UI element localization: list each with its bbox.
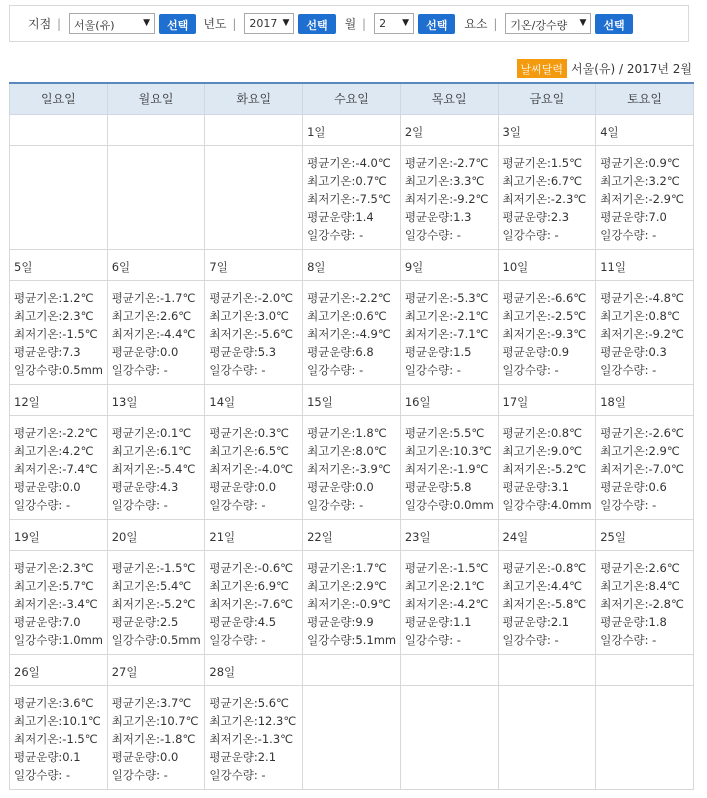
day-weather-cell [596, 415, 694, 519]
weather-stat-line: 평균운량:0.9 [502, 344, 570, 359]
day-number-cell: 25일 [596, 519, 694, 550]
empty-weather-cell [10, 145, 108, 249]
day-weather-cell [205, 415, 303, 519]
weather-stat-line: 최고기온:9.0℃ [502, 443, 583, 458]
day-weather-cell [596, 280, 694, 384]
weather-stat-line: 평균운량:0.0 [111, 749, 179, 764]
day-number-cell: 9일 [400, 249, 498, 280]
date-row [10, 519, 694, 550]
weather-stat-line: 평균기온:-2.0℃ [209, 290, 294, 305]
weather-stat-line: 평균기온:0.1℃ [111, 425, 192, 440]
weather-stat-line: 평균운량:0.6 [600, 479, 667, 494]
weather-stat-line: 최저기온:-3.9℃ [307, 461, 391, 476]
empty-day-cell [400, 654, 498, 685]
chevron-down-icon: ▼ [579, 18, 587, 28]
weather-stat-line: 일강수량: - [600, 227, 657, 242]
day-weather-cell [400, 280, 498, 384]
empty-weather-cell [303, 685, 401, 789]
day-number-cell: 1일 [303, 114, 401, 145]
weather-stat-line: 평균운량:5.8 [404, 479, 472, 494]
calendar-body [10, 114, 694, 789]
station-select-value: 서울(유) [74, 19, 115, 32]
weather-stat-line: 최고기온:0.8℃ [600, 308, 680, 323]
weather-stat-line: 일강수량: - [502, 362, 559, 377]
day-number-cell: 23일 [400, 519, 498, 550]
weather-stat-line: 최저기온:-7.5℃ [307, 191, 391, 206]
day-weather-cell [205, 550, 303, 654]
month-select[interactable] [374, 13, 414, 34]
weather-stat-line: 평균운량:9.9 [307, 614, 374, 629]
weather-stat-line: 최저기온:-2.9℃ [600, 191, 684, 206]
element-select[interactable] [505, 13, 591, 34]
weather-stat-line: 최고기온:-2.1℃ [404, 308, 489, 323]
weather-stat-line: 최고기온:8.0℃ [307, 443, 387, 458]
empty-day-cell [107, 114, 205, 145]
day-number-cell: 4일 [596, 114, 694, 145]
weather-stat-line: 일강수량: - [404, 632, 461, 647]
weather-stat-line: 일강수량: - [600, 362, 657, 377]
date-row [10, 654, 694, 685]
day-number-cell: 22일 [303, 519, 401, 550]
day-weather-cell [107, 280, 205, 384]
weather-stat-line: 일강수량:4.0mm [502, 497, 592, 512]
weather-stat-line: 평균기온:1.7℃ [307, 560, 387, 575]
weather-stat-line: 일강수량: - [209, 767, 266, 782]
day-weather-cell [205, 685, 303, 789]
weather-stat-line: 평균기온:5.5℃ [404, 425, 485, 440]
day-number-cell: 18일 [596, 384, 694, 415]
year-select-value: 2017 [249, 17, 278, 30]
day-weather-cell [107, 415, 205, 519]
day-number-cell: 19일 [10, 519, 108, 550]
weather-stat-line: 평균운량:1.3 [404, 209, 472, 224]
weather-stat-line: 일강수량:1.0mm [14, 632, 104, 647]
weather-stat-line: 최고기온:2.9℃ [600, 443, 680, 458]
weather-stat-line: 최저기온:-5.4℃ [111, 461, 196, 476]
calendar-caption-text: 서울(유) / 2017년 2월 [571, 61, 692, 76]
day-number-cell: 7일 [205, 249, 303, 280]
weather-stat-line: 최고기온:12.3℃ [209, 713, 297, 728]
weather-stat-line: 평균기온:2.3℃ [14, 560, 94, 575]
weather-stat-line: 평균운량:0.0 [209, 479, 277, 494]
weather-stat-line: 최저기온:-2.3℃ [502, 191, 587, 206]
weather-stat-line: 최고기온:6.5℃ [209, 443, 289, 458]
weather-stat-line: 평균운량:0.0 [14, 479, 81, 494]
weather-stat-line: 평균운량:3.1 [502, 479, 570, 494]
weather-stat-line: 평균기온:-4.8℃ [600, 290, 684, 305]
empty-day-cell [303, 654, 401, 685]
weather-stat-line: 평균기온:1.2℃ [14, 290, 94, 305]
day-weather-cell [205, 280, 303, 384]
weather-stat-line: 평균운량:2.1 [209, 749, 277, 764]
weather-stat-line: 최고기온:4.2℃ [14, 443, 94, 458]
weekday-header: 화요일 [205, 83, 303, 114]
day-weather-cell [498, 280, 596, 384]
weather-stat-line: 최저기온:-9.2℃ [404, 191, 489, 206]
weather-info-row [10, 415, 694, 519]
weather-stat-line: 일강수량: - [209, 497, 266, 512]
weather-stat-line: 평균운량:1.8 [600, 614, 667, 629]
day-number-cell: 28일 [205, 654, 303, 685]
weather-stat-line: 평균운량:1.4 [307, 209, 374, 224]
weather-calendar-table [9, 82, 694, 790]
chevron-down-icon: ▼ [143, 18, 151, 28]
weather-stat-line: 최저기온:-5.2℃ [111, 596, 196, 611]
weather-stat-line: 최고기온:6.1℃ [111, 443, 192, 458]
weather-stat-line: 최고기온:8.4℃ [600, 578, 680, 593]
weather-stat-line: 최고기온:2.1℃ [404, 578, 485, 593]
weather-stat-line: 최저기온:-1.3℃ [209, 731, 294, 746]
weather-stat-line: 일강수량:0.0mm [404, 497, 494, 512]
day-number-cell: 3일 [498, 114, 596, 145]
weather-stat-line: 최저기온:-1.8℃ [111, 731, 196, 746]
chevron-down-icon: ▼ [282, 18, 290, 28]
weekday-header: 일요일 [10, 83, 108, 114]
weather-stat-line: 최고기온:10.3℃ [404, 443, 492, 458]
weekday-header: 목요일 [400, 83, 498, 114]
day-number-cell: 17일 [498, 384, 596, 415]
day-number-cell: 13일 [107, 384, 205, 415]
day-number-cell: 2일 [400, 114, 498, 145]
weather-stat-line: 일강수량:5.1mm [307, 632, 397, 647]
day-weather-cell [107, 685, 205, 789]
weather-stat-line: 평균운량:0.0 [111, 344, 179, 359]
weather-stat-line: 평균기온:0.3℃ [209, 425, 289, 440]
day-number-cell: 26일 [10, 654, 108, 685]
weather-stat-line: 일강수량: - [209, 362, 266, 377]
weekday-header: 수요일 [303, 83, 401, 114]
element-select-button[interactable]: 선택 [595, 14, 632, 34]
weather-stat-line: 일강수량: - [307, 362, 364, 377]
weekday-header-row [10, 83, 694, 114]
weather-stat-line: 일강수량: - [14, 767, 71, 782]
weather-stat-line: 평균기온:5.6℃ [209, 695, 289, 710]
weather-stat-line: 일강수량: - [502, 227, 559, 242]
weather-stat-line: 평균기온:-2.6℃ [600, 425, 684, 440]
weather-stat-line: 최저기온:-9.2℃ [600, 326, 684, 341]
date-row [10, 114, 694, 145]
weather-stat-line: 평균기온:3.7℃ [111, 695, 192, 710]
weather-stat-line: 평균기온:3.6℃ [14, 695, 94, 710]
weather-stat-line: 최저기온:-4.9℃ [307, 326, 391, 341]
weather-stat-line: 평균기온:-2.7℃ [404, 155, 489, 170]
station-label: 지점 | [28, 17, 62, 31]
day-weather-cell [498, 415, 596, 519]
weather-stat-line: 최저기온:-4.0℃ [209, 461, 294, 476]
weather-stat-line: 최고기온:3.3℃ [404, 173, 485, 188]
weather-stat-line: 일강수량:0.5mm [14, 362, 104, 377]
station-select-button[interactable]: 선택 [159, 14, 196, 34]
weather-stat-line: 평균운량:1.1 [404, 614, 472, 629]
calendar-caption [517, 59, 693, 77]
weather-stat-line: 일강수량: - [600, 497, 657, 512]
day-number-cell: 16일 [400, 384, 498, 415]
weather-stat-line: 일강수량: - [209, 632, 266, 647]
empty-weather-cell [400, 685, 498, 789]
day-number-cell: 20일 [107, 519, 205, 550]
empty-weather-cell [596, 685, 694, 789]
weekday-header: 토요일 [596, 83, 694, 114]
weather-stat-line: 최고기온:4.4℃ [502, 578, 583, 593]
day-weather-cell [303, 415, 401, 519]
day-weather-cell [596, 145, 694, 249]
weather-stat-line: 최고기온:6.9℃ [209, 578, 289, 593]
station-select[interactable] [69, 13, 155, 34]
day-number-cell: 6일 [107, 249, 205, 280]
weather-stat-line: 최고기온:10.1℃ [14, 713, 101, 728]
weather-stat-line: 최저기온:-7.1℃ [404, 326, 489, 341]
weather-stat-line: 평균기온:1.8℃ [307, 425, 387, 440]
weather-stat-line: 최저기온:-7.6℃ [209, 596, 294, 611]
day-number-cell: 10일 [498, 249, 596, 280]
weather-stat-line: 평균운량:2.3 [502, 209, 570, 224]
day-weather-cell [10, 550, 108, 654]
empty-day-cell [10, 114, 108, 145]
element-label: 요소 | [464, 17, 498, 31]
weather-stat-line: 평균운량:7.3 [14, 344, 81, 359]
weather-stat-line: 평균운량:2.1 [502, 614, 570, 629]
weather-stat-line: 평균운량:0.0 [307, 479, 374, 494]
weather-info-row [10, 550, 694, 654]
element-select-value: 기온/강수량 [510, 19, 568, 32]
weather-stat-line: 최고기온:0.7℃ [307, 173, 387, 188]
weather-stat-line: 일강수량: - [307, 497, 364, 512]
empty-weather-cell [107, 145, 205, 249]
weather-stat-line: 평균기온:-5.3℃ [404, 290, 489, 305]
date-row [10, 249, 694, 280]
day-number-cell: 5일 [10, 249, 108, 280]
weather-stat-line: 평균운량:4.5 [209, 614, 277, 629]
empty-day-cell [498, 654, 596, 685]
filter-bar [9, 5, 689, 42]
day-weather-cell [10, 685, 108, 789]
weather-stat-line: 최저기온:-5.8℃ [502, 596, 587, 611]
weather-info-row [10, 145, 694, 249]
weather-stat-line: 최저기온:-3.4℃ [14, 596, 98, 611]
weather-stat-line: 최고기온:-2.5℃ [502, 308, 587, 323]
weather-stat-line: 평균기온:1.5℃ [502, 155, 583, 170]
weather-stat-line: 평균운량:7.0 [14, 614, 81, 629]
weather-stat-line: 최저기온:-5.2℃ [502, 461, 587, 476]
day-number-cell: 27일 [107, 654, 205, 685]
weather-stat-line: 최저기온:-1.5℃ [14, 326, 98, 341]
weather-stat-line: 평균기온:-1.5℃ [111, 560, 196, 575]
weather-stat-line: 최저기온:-9.3℃ [502, 326, 587, 341]
year-select[interactable] [244, 13, 294, 34]
empty-weather-cell [205, 145, 303, 249]
weather-stat-line: 일강수량: - [404, 362, 461, 377]
weather-stat-line: 일강수량: - [111, 362, 168, 377]
weather-stat-line: 최고기온:6.7℃ [502, 173, 583, 188]
weather-stat-line: 최고기온:2.9℃ [307, 578, 387, 593]
weather-stat-line: 최저기온:-1.5℃ [14, 731, 98, 746]
weather-calendar-badge: 날씨달력 [517, 59, 568, 78]
weather-stat-line: 평균기온:-1.5℃ [404, 560, 489, 575]
weather-stat-line: 최고기온:0.6℃ [307, 308, 387, 323]
weather-stat-line: 평균기온:-4.0℃ [307, 155, 391, 170]
day-number-cell: 11일 [596, 249, 694, 280]
day-weather-cell [400, 145, 498, 249]
weather-stat-line: 평균기온:-2.2℃ [307, 290, 391, 305]
empty-day-cell [596, 654, 694, 685]
weather-stat-line: 일강수량: - [404, 227, 461, 242]
weather-stat-line: 일강수량:0.5mm [111, 632, 201, 647]
weather-stat-line: 최저기온:-5.6℃ [209, 326, 294, 341]
weather-stat-line: 일강수량: - [111, 497, 168, 512]
weather-stat-line: 최저기온:-2.8℃ [600, 596, 684, 611]
day-number-cell: 8일 [303, 249, 401, 280]
weather-stat-line: 최고기온:10.7℃ [111, 713, 199, 728]
month-select-button[interactable]: 선택 [418, 14, 455, 34]
year-select-button[interactable]: 선택 [298, 14, 335, 34]
weather-info-row [10, 685, 694, 789]
weather-stat-line: 일강수량: - [14, 497, 71, 512]
weather-stat-line: 최저기온:-4.2℃ [404, 596, 489, 611]
weather-stat-line: 최저기온:-1.9℃ [404, 461, 489, 476]
day-weather-cell [303, 280, 401, 384]
day-number-cell: 21일 [205, 519, 303, 550]
day-number-cell: 24일 [498, 519, 596, 550]
day-number-cell: 14일 [205, 384, 303, 415]
weekday-header: 월요일 [107, 83, 205, 114]
weather-stat-line: 평균기온:0.9℃ [600, 155, 680, 170]
weather-stat-line: 최저기온:-0.9℃ [307, 596, 391, 611]
weather-stat-line: 일강수량: - [307, 227, 364, 242]
chevron-down-icon: ▼ [402, 18, 410, 28]
day-weather-cell [596, 550, 694, 654]
weather-stat-line: 평균기온:-1.7℃ [111, 290, 196, 305]
weather-stat-line: 평균운량:0.1 [14, 749, 81, 764]
empty-weather-cell [498, 685, 596, 789]
empty-day-cell [205, 114, 303, 145]
weather-stat-line: 평균기온:2.6℃ [600, 560, 680, 575]
weather-stat-line: 평균기온:-6.6℃ [502, 290, 587, 305]
weather-stat-line: 최저기온:-7.0℃ [600, 461, 684, 476]
weather-stat-line: 일강수량: - [600, 632, 657, 647]
weather-stat-line: 평균기온:-0.8℃ [502, 560, 587, 575]
weather-stat-line: 최저기온:-7.4℃ [14, 461, 98, 476]
weather-stat-line: 최고기온:5.7℃ [14, 578, 94, 593]
day-weather-cell [400, 550, 498, 654]
weather-stat-line: 평균기온:-0.6℃ [209, 560, 294, 575]
weather-stat-line: 평균운량:0.3 [600, 344, 667, 359]
weather-stat-line: 평균운량:4.3 [111, 479, 179, 494]
day-weather-cell [10, 280, 108, 384]
date-row [10, 384, 694, 415]
day-weather-cell [498, 550, 596, 654]
weather-stat-line: 일강수량: - [502, 632, 559, 647]
day-weather-cell [107, 550, 205, 654]
weather-stat-line: 평균기온:-2.2℃ [14, 425, 98, 440]
day-weather-cell [400, 415, 498, 519]
weather-stat-line: 최고기온:5.4℃ [111, 578, 192, 593]
month-label: 월 | [344, 17, 367, 31]
day-weather-cell [303, 145, 401, 249]
weather-stat-line: 평균운량:6.8 [307, 344, 374, 359]
weather-stat-line: 최고기온:3.2℃ [600, 173, 680, 188]
month-select-value: 2 [379, 17, 387, 30]
day-weather-cell [10, 415, 108, 519]
day-number-cell: 12일 [10, 384, 108, 415]
year-label: 년도 | [203, 17, 237, 31]
weather-stat-line: 일강수량: - [111, 767, 168, 782]
weather-stat-line: 평균운량:7.0 [600, 209, 667, 224]
weather-stat-line: 최고기온:2.3℃ [14, 308, 94, 323]
weather-stat-line: 평균운량:1.5 [404, 344, 472, 359]
day-weather-cell [303, 550, 401, 654]
weather-stat-line: 최고기온:3.0℃ [209, 308, 289, 323]
weather-stat-line: 최고기온:2.6℃ [111, 308, 192, 323]
day-weather-cell [498, 145, 596, 249]
weekday-header: 금요일 [498, 83, 596, 114]
weather-info-row [10, 280, 694, 384]
weather-stat-line: 최저기온:-4.4℃ [111, 326, 196, 341]
weather-stat-line: 평균운량:5.3 [209, 344, 277, 359]
weather-stat-line: 평균기온:0.8℃ [502, 425, 583, 440]
day-number-cell: 15일 [303, 384, 401, 415]
weather-stat-line: 평균운량:2.5 [111, 614, 179, 629]
